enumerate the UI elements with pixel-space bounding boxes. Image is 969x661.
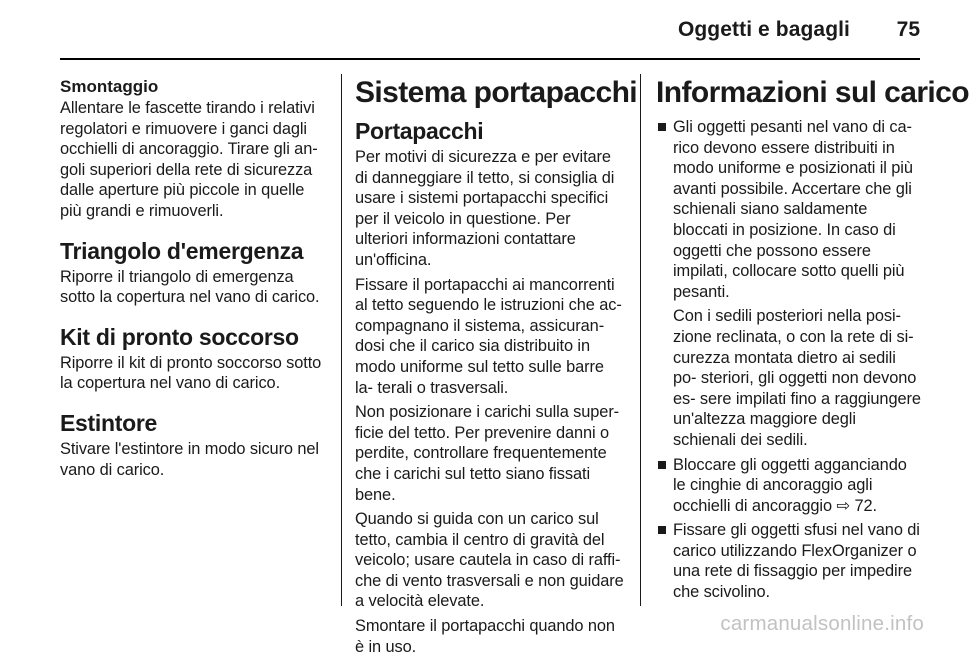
bullet-text: Bloccare gli oggetti agganciando le cinghie di ancoraggio agli occhielli di ancoraggio ⇨ 72. — [673, 455, 907, 515]
estintore-heading: Estintore — [60, 409, 157, 436]
column-divider-left — [341, 74, 342, 606]
bullet-text: Gli oggetti pesanti nel vano di ca- rico devono essere distribuiti in modo uniforme e posizionati il più avanti possibile. Accertare che gli schienali siano saldamente bloccati in posizione. In caso di oggetti che possono essere impilati, collocare sotto quelli più pesanti. — [673, 118, 913, 301]
portapacchi-paragraph: Smontare il portapacchi quando non è in uso. — [355, 617, 615, 656]
bullet-item — [656, 520, 922, 602]
portapacchi-paragraph: Non posizionare i carichi sulla super- ficie del tetto. Per prevenire danni o perdite, controllare frequentemente che i carichi sul tetto siano fissati bene. — [355, 403, 620, 504]
sistema-portapacchi-heading: Sistema portapacchi — [355, 76, 638, 109]
column-3 — [656, 76, 969, 607]
portapacchi-paragraph: Quando si guida con un carico sul tetto, cambia il centro di gravità del veicolo; usare cautela in caso di raffi- che di vento trasversali e non guidare a velocità elevate. — [355, 510, 624, 611]
smontaggio-text: Allentare le fascette tirando i relativi regolatori e rimuovere i ganci dagli occhielli di ancoraggio. Tirare gli an- goli superiori della rete di sicurezza dalle aperture più piccole in quelle più grandi e rimuoverli. — [60, 99, 318, 220]
portapacchi-heading: Portapacchi — [355, 118, 484, 144]
page-header — [0, 0, 960, 60]
portapacchi-paragraph: Fissare il portapacchi ai mancorrenti al tetto seguendo le istruzioni che ac- compagnano il sistema, assicuran- dosi che il carico sia distribuito in modo uniforme sul tetto sulle barre la- terali o trasversali. — [355, 275, 622, 397]
smontaggio-heading: Smontaggio — [60, 77, 159, 96]
column-divider-right — [640, 74, 641, 606]
bullet-square-icon — [658, 123, 666, 131]
bullet-square-icon — [658, 461, 666, 469]
triangolo-text: Riporre il triangolo di emergenza sotto la copertura nel vano di carico. — [60, 267, 320, 307]
kit-text: Riporre il kit di pronto soccorso sotto la copertura nel vano di carico. — [60, 353, 322, 393]
bullet-item — [656, 455, 922, 517]
page-header-title: Oggetti e bagagli — [677, 18, 850, 41]
informazioni-carico-heading: Informazioni sul carico — [656, 76, 969, 109]
column-2 — [355, 76, 638, 661]
portapacchi-paragraph: Per motivi di sicurezza e per evitare di danneggiare il tetto, si consiglia di usare i sistemi portapacchi specifici per il veicolo in questione. Per ulteriori informazioni contattare un'officina. — [355, 148, 615, 269]
estintore-text: Stivare l'estintore in modo sicuro nel vano di carico. — [60, 439, 319, 479]
bullet-item — [656, 117, 922, 302]
header-rule — [60, 58, 920, 60]
page-number: 75 — [896, 18, 920, 41]
bullet-text: Fissare gli oggetti sfusi nel vano di carico utilizzando FlexOrganizer o una rete di fissaggio per impedire che scivolino. — [673, 521, 920, 602]
kit-heading: Kit di pronto soccorso — [60, 323, 299, 350]
bullet-continuation: Con i sedili posteriori nella posi- zione reclinata, o con la rete di si- curezza montata dietro ai sedili po- steriori, gli oggetti non devono es- sere impilati fino a raggiungere un'altezza maggiore degli schienali dei sedili. — [673, 307, 921, 449]
watermark: carmanualsonline.info — [720, 612, 924, 635]
bullet-square-icon — [658, 526, 666, 534]
triangolo-heading: Triangolo d'emergenza — [60, 237, 304, 264]
column-1 — [60, 76, 330, 480]
